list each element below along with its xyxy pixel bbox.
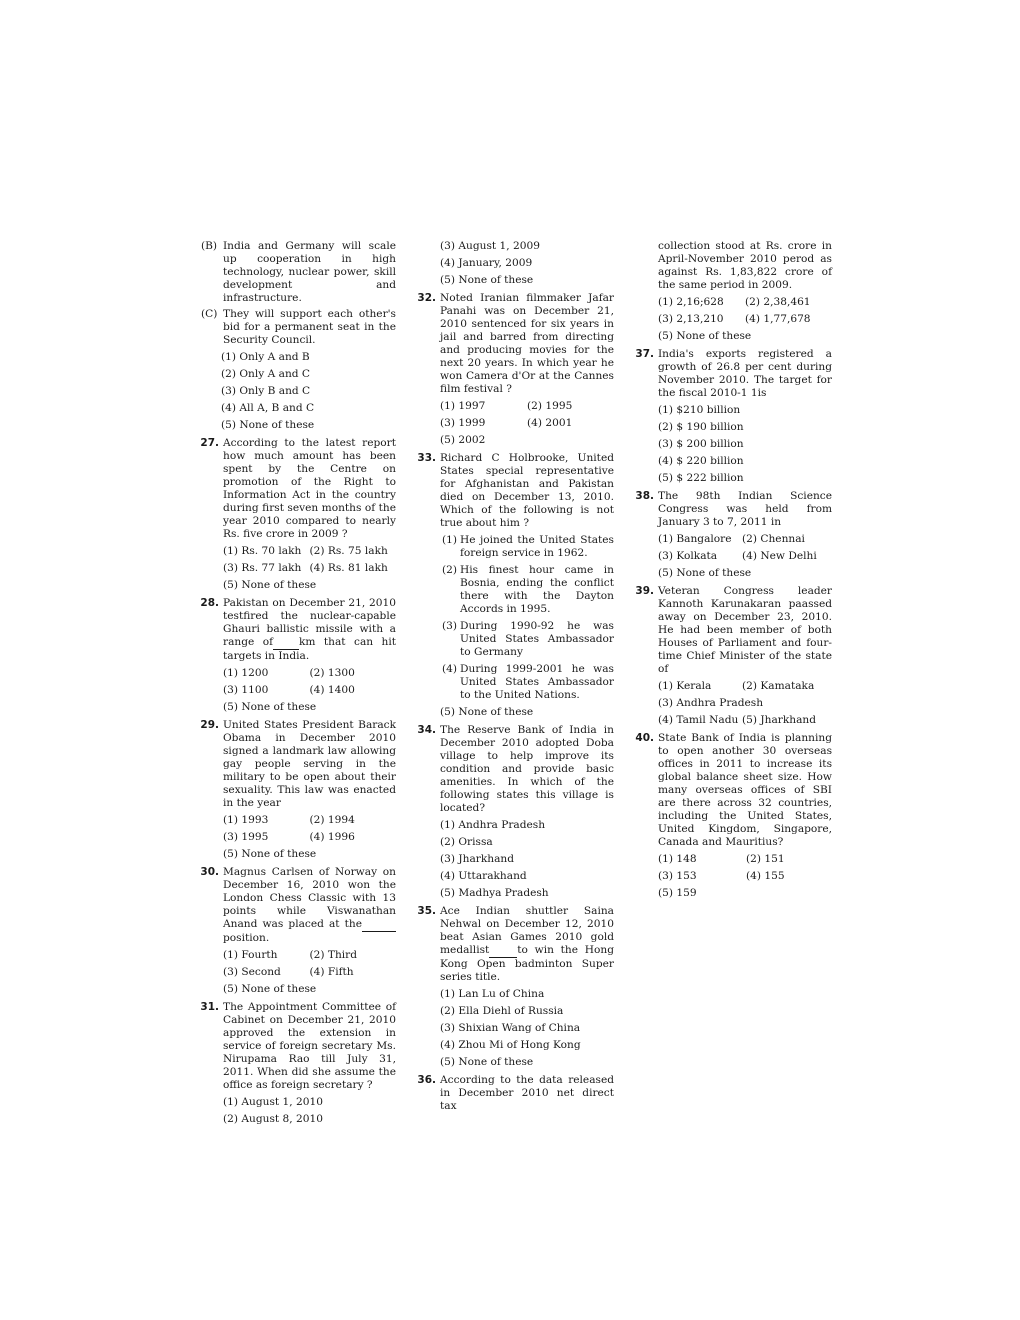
option: (1) Bangalore	[658, 533, 732, 545]
answer-options	[221, 349, 396, 434]
option: (5) None of these	[221, 419, 315, 431]
answer-options	[440, 398, 614, 432]
option: (4) Fifth	[309, 966, 354, 978]
answer-options	[658, 294, 832, 328]
question-text-part: Pakistan on December 21, 2010 testfired the nuclear-capable Ghauri ballistic missile with a range of	[223, 597, 396, 648]
question-number: 38.	[635, 490, 654, 502]
answer-options	[440, 817, 614, 902]
option: (2) Orissa	[440, 836, 493, 848]
option: (2) 2,38,461	[745, 296, 811, 308]
statement-c	[201, 308, 396, 347]
option: (5) None of these	[658, 567, 752, 579]
option: (2) 1300	[309, 667, 355, 679]
option: (1) $210 billion	[658, 404, 741, 416]
option: (5) Madhya Pradesh	[440, 887, 549, 899]
option: (3) Rs. 77 lakh	[223, 562, 302, 574]
question-39	[634, 585, 832, 729]
statement-text: India and Germany will scale up cooperation in high technology, nuclear power, skill development and infrastructure.	[223, 240, 396, 304]
option: (1) Rs. 70 lakh	[223, 545, 302, 557]
question-text: collection stood at Rs. crore in April-November 2010 perod as against Rs. 1,83,822 crore of the same period in 2009.	[658, 240, 832, 291]
option: (3) Second	[223, 966, 281, 978]
answer-options	[223, 543, 396, 577]
option: (2) 1994	[309, 814, 355, 826]
option: (1) Andhra Pradesh	[440, 819, 546, 831]
answer-options	[440, 532, 614, 704]
answer-options	[223, 1094, 396, 1128]
option: (4) Rs. 81 lakh	[309, 562, 388, 574]
option: (1) August 1, 2010	[223, 1096, 323, 1108]
statement-b	[201, 240, 396, 305]
option-number: (4)	[442, 663, 458, 675]
question-number: 34.	[417, 724, 436, 736]
question-number: 32.	[417, 292, 436, 304]
question-text-part: position.	[223, 932, 270, 944]
option: (2) Chennai	[742, 533, 805, 545]
option: (2) August 8, 2010	[223, 1113, 323, 1125]
option: (5) None of these	[440, 1056, 534, 1068]
option: (5) None of these	[223, 701, 317, 713]
answer-options	[223, 812, 396, 846]
question-28	[199, 597, 396, 716]
option: (5) None of these	[223, 579, 317, 591]
question-text-part: Magnus Carlsen of Norway on December 16, 2010 won the London Chess Classic with 13 points while Viswanathan Anand was placed at the	[223, 866, 396, 930]
option: (3) Jharkhand	[440, 853, 514, 865]
question-34	[416, 724, 614, 902]
answer-options	[658, 712, 832, 729]
answer-options	[658, 531, 832, 565]
option: (1) Lan Lu of China	[440, 988, 545, 1000]
column-middle	[416, 240, 614, 1113]
option: (2) Ella Diehl of Russia	[440, 1005, 564, 1017]
column-left	[199, 240, 396, 1128]
answer-options	[658, 402, 832, 487]
option: (2) Kamataka	[742, 680, 815, 692]
question-text-part: km that can hit targets in India.	[223, 636, 396, 662]
question-text-part: to win the Hong Kong Open badminton Super series title.	[440, 944, 614, 983]
answer-options	[658, 678, 832, 695]
option: (4) 2001	[527, 417, 573, 429]
option: (1) 1993	[223, 814, 269, 826]
option: (5) 2002	[440, 434, 486, 446]
option: (3) $ 200 billion	[658, 438, 744, 450]
question-36-continued	[658, 240, 832, 345]
option: (2) Rs. 75 lakh	[309, 545, 388, 557]
option: (1) Fourth	[223, 949, 278, 961]
option: (4) 155	[746, 870, 785, 882]
option: (2) 151	[746, 853, 785, 865]
option	[442, 661, 614, 704]
option: (1) 1997	[440, 400, 486, 412]
question-text: Richard C Holbrooke, United States special representative for Afghanistan and Pakistan died on December 13, 2010. Which of the following is not true about him ?	[440, 452, 614, 529]
option: (3) 1999	[440, 417, 486, 429]
question-number: 28.	[200, 597, 219, 609]
option: (4) Tamil Nadu	[658, 714, 739, 726]
option: (4) $ 220 billion	[658, 455, 744, 467]
question-33	[416, 452, 614, 721]
option: (1) Only A and B	[221, 351, 310, 363]
option: (2) Only A and C	[221, 368, 311, 380]
question-text: The Reserve Bank of India in December 2010 adopted Doba village to help improve its condition and provide basic amenities. In which of the following states this village is located?	[440, 724, 614, 814]
option	[442, 618, 614, 661]
option-text: He joined the United States foreign service in 1962.	[460, 534, 614, 559]
option-text: During 1990-92 he was United States Ambassador to Germany	[460, 620, 614, 658]
answer-options	[440, 986, 614, 1071]
option: (5) None of these	[223, 848, 317, 860]
question-36	[416, 1074, 614, 1113]
question-number: 33.	[417, 452, 436, 464]
question-27	[199, 437, 396, 594]
question-35	[416, 905, 614, 1071]
option: (3) 1100	[223, 684, 269, 696]
option: (4) New Delhi	[742, 550, 817, 562]
option: (2) $ 190 billion	[658, 421, 744, 433]
question-text-part: Ace Indian shuttler Saina Nehwal on December 12, 2010 beat Asian Games 2010 gold medallist	[440, 905, 614, 956]
option: (4) January, 2009	[440, 257, 533, 269]
option-text: During 1999-2001 he was United States Ambassador to the United Nations.	[460, 663, 614, 701]
answer-options	[658, 851, 832, 885]
option: (1) Kerala	[658, 680, 712, 692]
question-number: 36.	[417, 1074, 436, 1086]
option: (3) 1995	[223, 831, 269, 843]
option: (1) 148	[658, 853, 697, 865]
question-text: United States President Barack Obama in December 2010 signed a landmark law allowing gay people serving in the military to be open about their sexuality. This law was enacted in the year	[223, 719, 396, 809]
answer-options	[223, 665, 396, 699]
statement-label: (B)	[201, 240, 218, 252]
option: (2) Third	[309, 949, 357, 961]
question-text	[223, 866, 396, 945]
option: (3) Shixian Wang of China	[440, 1022, 581, 1034]
question-number: 27.	[200, 437, 219, 449]
option: (4) 1400	[309, 684, 355, 696]
option: (5) $ 222 billion	[658, 472, 744, 484]
answer-blank	[362, 918, 396, 932]
option: (5) None of these	[440, 706, 534, 718]
statement-text: They will support each other's bid for a permanent seat in the Security Council.	[223, 308, 396, 346]
option: (3) Only B and C	[221, 385, 311, 397]
option-number: (1)	[442, 534, 458, 546]
option: (3) Andhra Pradesh	[658, 697, 764, 709]
answer-blank	[273, 636, 299, 650]
question-38	[634, 490, 832, 582]
option	[442, 532, 614, 562]
option: (4) 1996	[309, 831, 355, 843]
question-number: 31.	[200, 1001, 219, 1013]
option: (4) Uttarakhand	[440, 870, 527, 882]
option: (5) 159	[658, 887, 697, 899]
question-30	[199, 866, 396, 998]
option-text: His finest hour came in Bosnia, ending the conflict there with the Dayton Accords in 1995.	[460, 564, 614, 615]
answer-blank	[489, 944, 517, 958]
question-text	[223, 597, 396, 663]
question-text: According to the latest report how much amount has been spent by the Centre on promotion of the Right to Information Act in the country during first seven months of the year 2010 compared to nearly Rs. five crore in 2009 ?	[223, 437, 396, 540]
option: (3) 153	[658, 870, 697, 882]
question-text: Noted Iranian filmmaker Jafar Panahi was on December 21, 2010 sentenced for six years in jail and barred from directing and producing movies for the next 20 years. In which year he won Camera d'Or at the Cannes film festival ?	[440, 292, 614, 395]
option: (3) Kolkata	[658, 550, 718, 562]
question-number: 30.	[200, 866, 219, 878]
option: (5) Jharkhand	[742, 714, 816, 726]
question-number: 35.	[417, 905, 436, 917]
question-29	[199, 719, 396, 863]
question-32	[416, 292, 614, 449]
question-number: 40.	[635, 732, 654, 744]
question-40	[634, 732, 832, 902]
question-number: 39.	[635, 585, 654, 597]
option: (5) None of these	[658, 330, 752, 342]
option: (4) 1,77,678	[745, 313, 811, 325]
answer-options	[223, 947, 396, 981]
statement-label: (C)	[201, 308, 218, 320]
question-text: According to the data released in December 2010 net direct tax	[440, 1074, 614, 1112]
question-number: 29.	[200, 719, 219, 731]
option: (3) August 1, 2009	[440, 240, 540, 252]
question-text	[440, 905, 614, 984]
question-text: State Bank of India is planning to open another 30 overseas offices in 2011 to increase its global balance sheet size. How many overseas offices of SBI are there across 32 countries, including the United States, United Kingdom, Singapore, Canada and Mauritius?	[658, 732, 832, 848]
option: (1) 1200	[223, 667, 269, 679]
answer-options	[440, 240, 614, 289]
option	[442, 562, 614, 618]
question-number: 37.	[635, 348, 654, 360]
question-31	[199, 1001, 396, 1128]
question-37	[634, 348, 832, 487]
option-number: (2)	[442, 564, 458, 576]
option: (4) Zhou Mi of Hong Kong	[440, 1039, 581, 1051]
option: (2) 1995	[527, 400, 573, 412]
column-right	[634, 240, 832, 902]
option: (3) 2,13,210	[658, 313, 724, 325]
option: (1) 2,16;628	[658, 296, 724, 308]
question-text: The Appointment Committee of Cabinet on December 21, 2010 approved the extension in service of foreign secretary Ms. Nirupama Rao till July 31, 2011. When did she assume the office as foreign secretary ?	[223, 1001, 396, 1091]
question-text: Veteran Congress leader Kannoth Karunakaran paassed away on December 23, 2010. He had been member of both Houses of Parliament and four-time Chief Minister of the state of	[658, 585, 832, 675]
option: (4) All A, B and C	[221, 402, 315, 414]
question-text: The 98th Indian Science Congress was held from January 3 to 7, 2011 in	[658, 490, 832, 528]
option: (5) None of these	[223, 983, 317, 995]
question-text: India's exports registered a growth of 26.8 per cent during November 2010. The target for the fiscal 2010-1 1is	[658, 348, 832, 399]
option-number: (3)	[442, 620, 458, 632]
option: (5) None of these	[440, 274, 534, 286]
